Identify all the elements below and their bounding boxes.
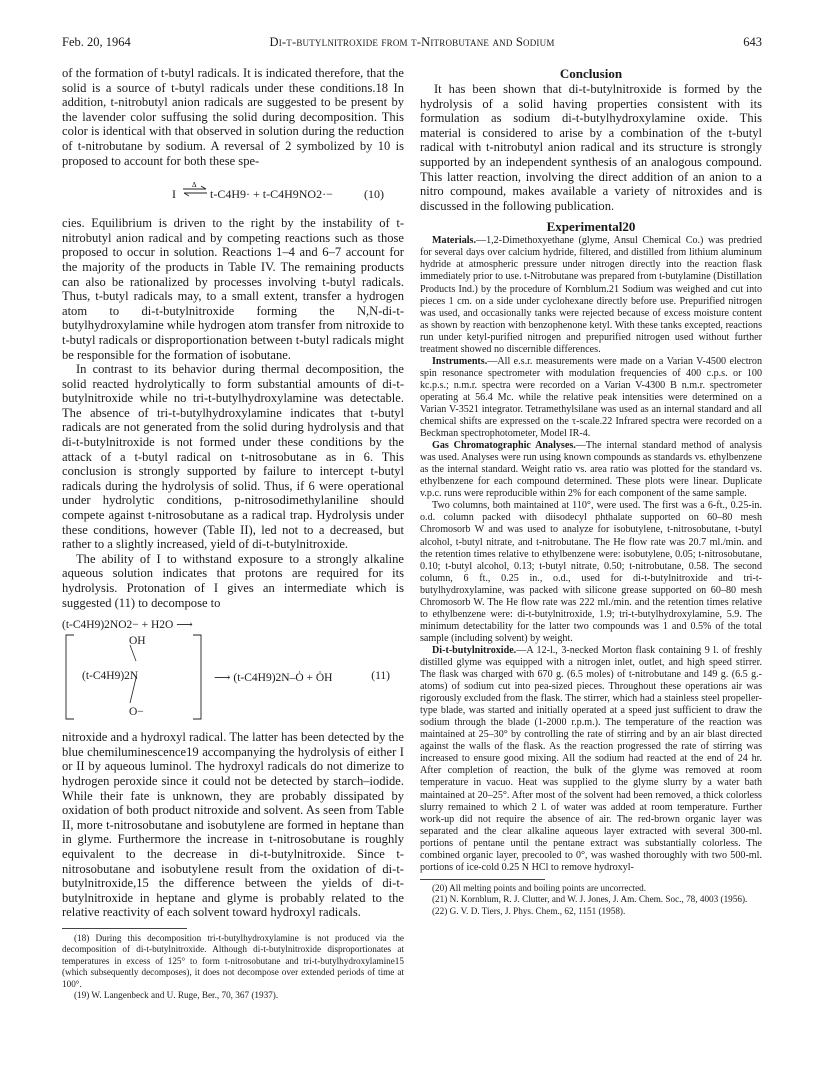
conclusion-paragraph: It has been shown that di-t-butylnitroxide is formed by the hydrolysis of a solid having properties consistent with its formulation as sodium di-t-butylhydroxylamine oxide. This material is considered to arise by a combination of the t-butyl radical with t-nitrobutyl anion radical and its structure is strongly supported by an independent synthesis of an analogous compound. This latter reaction, involving the direct addition of an anion to a nitro compound, makes available a variety of nitroxides and is discussed in the following publication. (420, 82, 762, 213)
intermediate-o-minus: O− (129, 706, 144, 719)
instruments-text: —All e.s.r. measurements were made on a Varian V-4500 electron spin resonance spectrometer with modulation frequencies of 400 c.p.s. or 100 kc.p.s.; n.m.r. spectra were recorded on a Varian V-4300 B n.m.r. spectrometer operating at 56.4 Mc. while the relative peak intensities were determined on a Varian V-3521 integrator. Tetramethylsilane was used as an internal standard and all chemical shifts are expressed on the τ-scale.22 Infrared spectra were recorded on a Beckman spectrophotometer, Model IR-4. (420, 355, 762, 440)
materials-run-head: Materials. (432, 235, 477, 247)
gc-run-head: Gas Chromatographic Analyses. (432, 440, 576, 452)
footnote-divider-right (420, 879, 545, 880)
columns-paragraph: Two columns, both maintained at 110°, were used. The first was a 6-ft., 0.25-in. o.d. column packed with diisodecyl phthalate supported on 60–80 mesh Chromosorb W and was used to analyze for isobutylene, t-nitrosobutane, t-butyl alcohol, t-butyl nitrate, and t-nitrobutane. The He flow rate was 20.7 ml./min. and the retention times relative to ethylbenzene were: isobutylene, 0.05; t-nitrosobutane, 0.10; t-butyl alcohol, 0.13; t-butyl nitrate, 0.50; t-nitrobutane, 0.58. The second column, 6 ft., 0.25 in., o.d., used for di-t-butylnitroxide and tri-t-butylhydroxylamine, was packed with silicone grease supported on 60–80 mesh Chromosorb W. The He flow rate was 222 ml./min. and the retention times relative to ethylbenzene were: di-t-butylnitroxide, 1.9; tri-t-butylhydroxylamine, 5.9. The minimum detectability for the latter two compounds was 1 and 0.5% of the total sample (including solvent) by weight. (420, 500, 762, 644)
paragraph-hydroxyl-radical: nitroxide and a hydroxyl radical. The latter has been detected by the blue chemiluminescence19 accompanying the hydrolysis of either I or II by aqueous luminol. The hydroxyl radicals do not dimerize to hydrogen peroxide since it could not be detected by starch–iodide. While their fate is unknown, they are probably dissipated by oxidation of both product nitroxide and solvent. As seen from Table II, more t-nitrosobutane and isobutylene are formed in heptane than in glyme. Furthermore the increase in t-nitrosobutane is roughly equivalent to the decrease in di-t-butylnitroxide. Since t-nitrosobutane and isobutylene result from the oxidation of di-t-butylnitroxide,15 the difference between the yields of di-t-butylnitroxide in heptane and glyme is probably related to the relative reactivity of each solvent toward hydroxyl radicals. (62, 730, 404, 920)
paragraph-protonation: The ability of I to withstand exposure to a strongly alkaline aqueous solution indicates that protons are required for its hydrolysis. Protonation of I gives an intermediate which is suggested (11) to decompose to (62, 551, 404, 610)
footnote-18: (18) During this decomposition tri-t-butylhydroxylamine is not produced via the decomposition of di-t-butylnitroxide. Although di-t-butylnitroxide disproportionates at temperatures in excess of 125° to form t-nitrosobutane and tri-t-butylhydroxylamine15 (which subsequently decomposes), it does not decompose over extended periods of time at 100°. (62, 932, 404, 989)
equilibrium-arrow-icon (182, 182, 208, 198)
page-number: 643 (743, 35, 762, 49)
equation-11-products: ⟶ (t-C4H9)2N–Ȯ + ȮH (214, 672, 333, 685)
paragraph-radicals: of the formation of t-butyl radicals. It is indicated therefore, that the solid is a source of t-butyl radicals under these conditions.18 In addition, t-nitrobutyl anion radicals are suggested to be present by the lavender color suffusing the solid during decomposition. This color is identical with that observed in solution during the reduction of t-nitrobutane by sodium. A reversal of 2 symbolized by 10 is proposed to account for both these spe- (62, 66, 404, 168)
equation-11-reactants: (t-C4H9)2NO2− + H2O ⟶ (62, 619, 193, 632)
gc-text: —The internal standard method of analysis was used. Analyses were run using known compounds as standards vs. ethylbenzene as the internal standard. Weight ratio vs. area ratio was plotted for the standard vs. ethylbenzene for each compound determined. These plots were linear. Duplicate v.p.c. runs were reproducible within 2% for each component of the same sample. (420, 440, 762, 500)
dtbn-paragraph (420, 645, 762, 874)
paragraph-equilibrium: cies. Equilibrium is driven to the right by the instability of t-nitrobutyl anion radical and by competing reactions such as those proposed to occur in solution. Reactions 1–4 and 6–7 account for the majority of the products in Table IV. The remaining products can also be rationalized by processes involving t-butyl radicals. Thus, t-butyl radicals may, to a small extent, transfer a hydrogen atom to di-t-butylnitroxide forming the N,N-di-t-butylhydroxylamine while hydrogen atom transfer from nitroxide to t-butyl radicals or disproportionation between t-butyl radicals might be responsible for the formation of isobutane. (62, 216, 404, 362)
footnote-20: (20) All melting points and boiling points are uncorrected. (432, 882, 647, 893)
equation-10-number: (10) (364, 187, 384, 202)
equation-10-lhs: I (172, 187, 176, 202)
dtbn-text: —A 12-l., 3-necked Morton flask containing 9 l. of freshly distilled glyme was equipped with a nitrogen inlet, outlet, and high speed stirrer. The flask was charged with 670 g. (6.5 moles) of t-nitrobutane and 149 g. (6.5 g.-atoms) of sodium cut into pea-sized pieces. Throughout these operations air was rigorously excluded from the flask. The stirrer, which had a stainless steel propeller-type blade, was started and initially operated at a speed just sufficient to draw the sodium through the blade (1-2000 r.p.m.). The temperature of the reaction was maintained at 25–30° by controlling the rate of stirring and by an air blast directed against the walls of the flask. As the reaction progressed the rate of stirring was increased to ensure good mixing. All the sodium had reacted at the end of 24 hr. After completion of reaction, the bulk of the glyme was removed at room temperature in vacuo. Heat was supplied to the glyme slurry by a water bath maintained at 20–25°. After most of the solvent had been removed, a thick colorless slurry remained to which 2 l. of water was added at room temperature. Further work-up did not require the absence of air. The red-brown organic layer was separated and the clear alkaline aqueous layer extracted with several 300-ml. portions of pentane until the pentane extract was substantially colorless. The combined organic layer, precooled to 0°, was washed thoroughly with two 500-ml. portions of ice-cold 0.25 N HCl to remove hydroxyl- (420, 644, 762, 873)
materials-text: —1,2-Dimethoxyethane (glyme, Ansul Chemical Co.) was predried for several days over calcium hydride, filtered, and distilled from lithium aluminum hydride at atmospheric pressure under nitrogen directly into the reaction flask immediately prior to use. t-Nitrobutane was prepared from t-butylamine (Distillation Products Ind.) by the procedure of Kornblum.21 Sodium was weighed and cut into pieces 1 cm. on a side under cyclohexane directly before use. Prepurified nitrogen was used, and occasionally tanks were rejected because of excess moisture content as shown by reaction with benzophenone ketyl. With these tanks excepted, reactions run under ketyl-purified nitrogen and prepurified nitrogen used without further treatment showed no discernible differences. (420, 235, 762, 355)
conclusion-heading: Conclusion (559, 66, 623, 81)
running-title: Di-t-butylnitroxide from t-Nitrobutane and Sodium (269, 35, 555, 49)
experimental-heading: Experimental20 (546, 219, 636, 235)
svg-text:Δ: Δ (192, 182, 197, 190)
instruments-paragraph (420, 356, 762, 440)
materials-paragraph (420, 235, 762, 355)
header-date: Feb. 20, 1964 (62, 35, 131, 49)
equation-11 (62, 617, 404, 725)
paragraph-hydrolysis: In contrast to its behavior during thermal decomposition, the solid reacted hydrolytically to form substantial amounts of di-t-butylnitroxide while no tri-t-butylhydroxylamine was detectable. The absence of tri-t-butylhydroxylamine indicates that t-butyl radicals are not generated from the solid during hydrolysis and that di-t-butylnitroxide is not formed under these conditions by the attack of a t-butyl radical on t-nitrosobutane as in 6. This conclusion is strongly supported by failure to intercept t-butyl radicals during the hydrolysis of solid. Thus, if 6 were operational under hydrolytic conditions, p-nitrosodimethylaniline should compete against t-nitrosobutane as a radical trap. Hydrolysis under these conditions, however (Table II), led not to a decreased, but rather to a slightly increased, yield of di-t-butylnitroxide. (62, 362, 404, 552)
left-column (62, 66, 404, 1001)
equation-11-number: (11) (371, 670, 390, 683)
footnote-21: (21) N. Kornblum, R. J. Clutter, and W. J. Jones, J. Am. Chem. Soc., 78, 4003 (1956). (432, 894, 748, 905)
instruments-run-head: Instruments. (432, 355, 488, 367)
gc-paragraph (420, 440, 762, 500)
footnote-19: (19) W. Langenbeck and U. Ruge, Ber., 70, 367 (1937). (74, 989, 279, 1000)
intermediate-nitrogen: (t-C4H9)2N (82, 670, 139, 683)
equation-10 (62, 178, 404, 208)
page-header (62, 35, 762, 53)
right-column (420, 66, 762, 917)
dtbn-run-head: Di-t-butylnitroxide. (432, 644, 517, 656)
footnote-22: (22) G. V. D. Tiers, J. Phys. Chem., 62, 1151 (1958). (432, 905, 626, 916)
equation-10-rhs: t-C4H9· + t-C4H9NO2·− (210, 187, 333, 202)
footnote-divider (62, 928, 187, 929)
intermediate-oh-group: OH (129, 635, 146, 648)
